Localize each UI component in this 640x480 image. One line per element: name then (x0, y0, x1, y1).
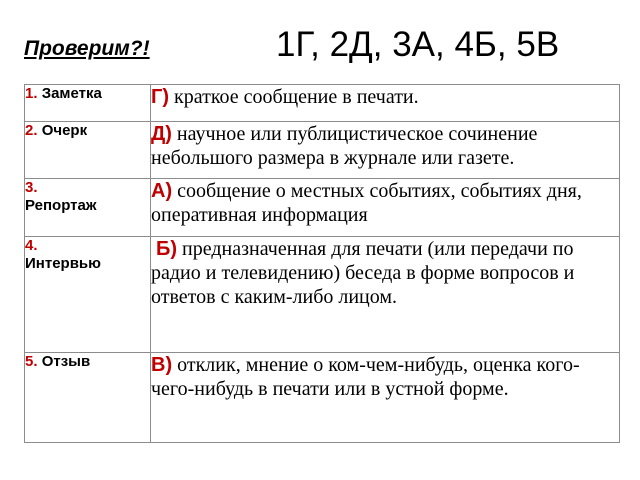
definition-text: предназначенная для печати (или передачи по радио и телевидению) беседа в форме вопросов и ответов с каким-либо лицом. (151, 238, 575, 308)
term-cell (25, 122, 151, 179)
definition-text: краткое сообщение в печати. (174, 86, 419, 108)
slide-title: Проверим?! (24, 37, 150, 60)
term-cell (25, 85, 151, 122)
term-number: 3. (25, 179, 38, 196)
definition-text: сообщение о местных событиях, событиях дня, оперативная информация (151, 180, 582, 226)
term-name: Репортаж (25, 197, 97, 214)
table-row (25, 122, 620, 179)
term-cell (25, 179, 151, 237)
answer-letter: А) (151, 180, 173, 202)
term-number: 4. (25, 237, 38, 254)
term-name: Отзыв (41, 353, 91, 370)
definition-cell (151, 237, 620, 353)
term-cell (25, 237, 151, 353)
table-row (25, 179, 620, 237)
term-name: Очерк (41, 122, 88, 139)
term-name: Заметка (41, 85, 102, 102)
table-row (25, 237, 620, 353)
table-row (25, 353, 620, 443)
table-row (25, 85, 620, 122)
definition-cell (151, 353, 620, 443)
answer-key: 1Г, 2Д, 3А, 4Б, 5В (276, 25, 560, 64)
matching-table (24, 84, 620, 443)
answer-letter: Д) (151, 123, 172, 145)
term-number: 5. (25, 353, 38, 370)
term-cell (25, 353, 151, 443)
definition-cell (151, 85, 620, 122)
term-number: 1. (25, 85, 38, 102)
answer-letter: В) (151, 354, 173, 376)
definition-text: отклик, мнение о ком-чем-нибудь, оценка кого-чего-нибудь в печати или в устной форме. (151, 354, 580, 400)
answer-letter: Г) (151, 86, 169, 108)
term-number: 2. (25, 122, 38, 139)
definition-cell (151, 122, 620, 179)
answer-letter: Б) (156, 238, 178, 260)
definition-text: научное или публицистическое сочинение небольшого размера в журнале или газете. (151, 123, 538, 169)
term-name: Интервью (25, 255, 101, 272)
definition-cell (151, 179, 620, 237)
